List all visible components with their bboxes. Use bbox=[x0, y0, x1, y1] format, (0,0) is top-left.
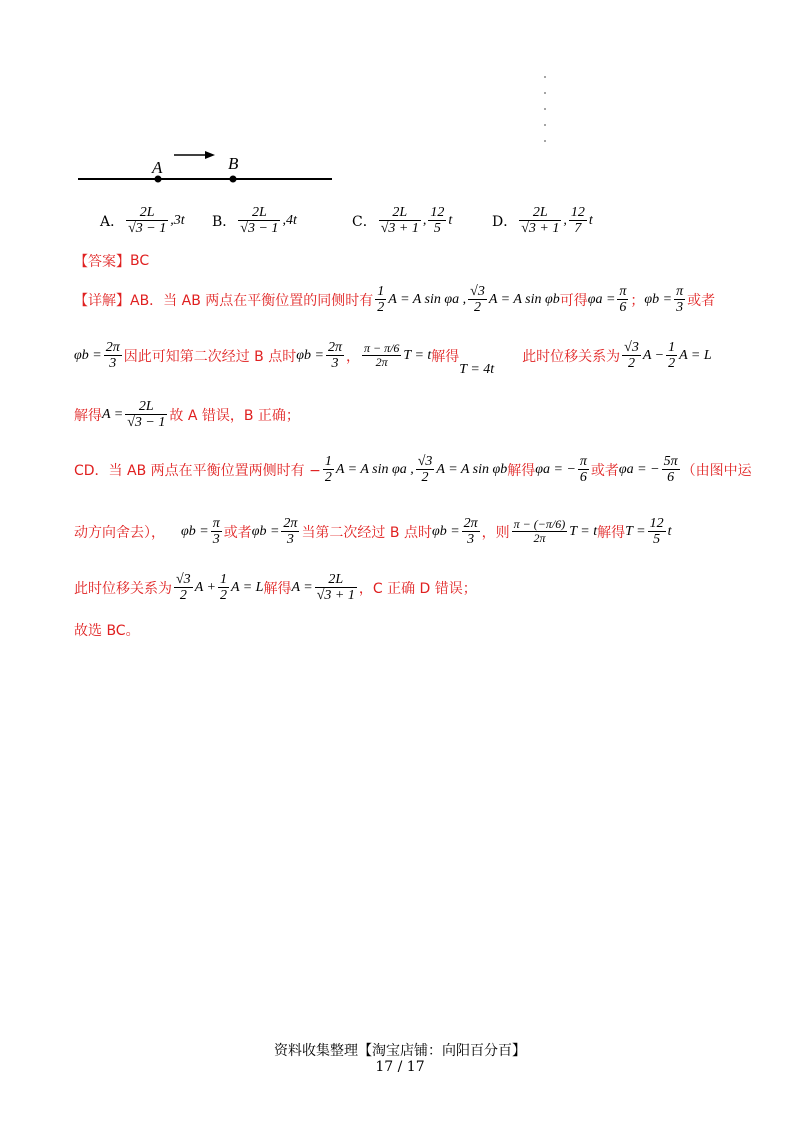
decor-dot bbox=[544, 124, 546, 126]
decor-dot bbox=[544, 92, 546, 94]
answer-value: BC bbox=[130, 253, 150, 269]
detail-line-3: 解得 A = $\frac{2L}{√3 - 1}$ 故 A 错误，B 正确； bbox=[74, 399, 300, 431]
option-b: B． $\frac{2L}{√3 - 1}$ ,4t bbox=[212, 205, 297, 237]
label-a: A bbox=[152, 158, 163, 177]
answer-label: 【答案】 bbox=[74, 254, 130, 270]
answer-line bbox=[74, 251, 149, 271]
point-b bbox=[230, 176, 237, 183]
decor-dot bbox=[544, 140, 546, 142]
wave-diagram bbox=[70, 140, 350, 190]
detail-line-2: φb = $\frac{2\pi}{3}$ 因此可知第二次经过 B 点时 φb = $\frac{2\pi}{3}$ ， $\frac{\pi - \pi/6}{2\pi}$ T = t 解得 T = 4t 此时位移关系为 $\frac{√3}{2}$ A − $\frac{1}{2}$ A = L bbox=[74, 340, 712, 377]
detail-line-4: CD．当 AB 两点在平衡位置两侧时有 − $\frac{1}{2}$ A = A sin φa , $\frac{√3}{2}$ A = A sin φb 解得 φa = − $\frac{\pi}{6}$ 或者 φa = − $\frac{5\pi}{6}$ （由图中运 bbox=[74, 454, 752, 486]
label-b: B bbox=[228, 154, 239, 173]
option-c: C． $\frac{2L}{√3 + 1}$ , $\frac{12}{5}$ t bbox=[352, 205, 453, 237]
option-letter: C． bbox=[352, 213, 377, 230]
option-d: D． $\frac{2L}{√3 + 1}$ , $\frac{12}{7}$ t bbox=[492, 205, 593, 237]
footer-page-number: 17 / 17 bbox=[375, 1059, 425, 1075]
option-a: A． $\frac{2L}{√3 - 1}$ ,3t bbox=[100, 205, 185, 237]
detail-line-7: 故选 BC。 bbox=[74, 623, 140, 639]
footer-shop: 资料收集整理【淘宝店铺：向阳百分百】 bbox=[274, 1043, 526, 1059]
decor-dot bbox=[544, 108, 546, 110]
option-letter: B． bbox=[212, 213, 237, 230]
detail-line-6: 此时位移关系为 $\frac{√3}{2}$ A + $\frac{1}{2}$ A = L 解得 A = $\frac{2L}{√3 + 1}$ ，C 正确 D 错误； bbox=[74, 572, 477, 604]
decor-dot bbox=[544, 76, 546, 78]
option-letter: D． bbox=[492, 213, 518, 230]
detail-line-1: 【详解】AB．当 AB 两点在平衡位置的同侧时有 $\frac{1}{2}$ A = A sin φa , $\frac{√3}{2}$ A = A sin φb 可得 φa = $\frac{\pi}{6}$ ； φb = $\frac{\pi}{3}$ 或者 bbox=[74, 284, 716, 316]
arrow-head-icon bbox=[205, 151, 215, 159]
detail-line-5: 动方向舍去）， φb = $\frac{\pi}{3}$ 或者 φb = $\frac{2\pi}{3}$ 当第二次经过 B 点时 φb = $\frac{2\pi}{3}$ ，则 $\frac{\pi - (-\pi/6)}{2\pi}$ T = t 解得 T = $\frac{12}{5}$ t bbox=[74, 516, 672, 548]
option-letter: A． bbox=[100, 213, 125, 230]
